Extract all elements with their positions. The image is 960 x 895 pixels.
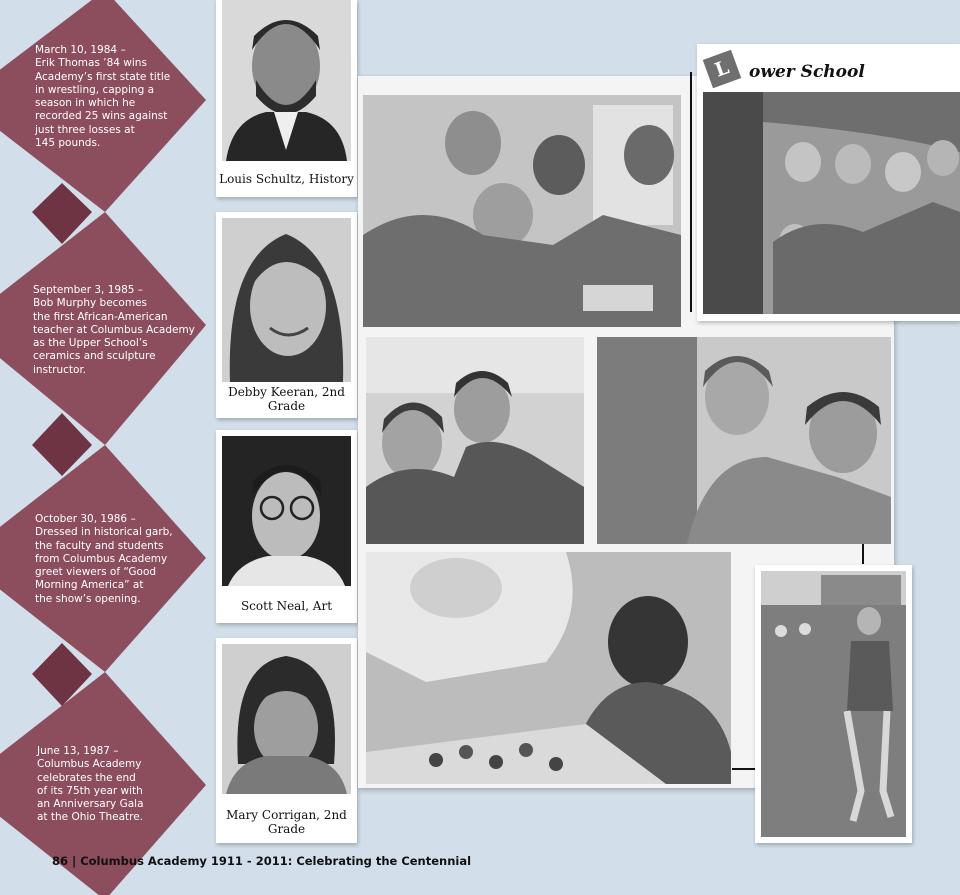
lower-school-badge: L	[703, 50, 741, 88]
two-boys-photo	[366, 337, 584, 544]
lower-school-photo	[703, 92, 960, 314]
timeline-date: March 10, 1984 –	[35, 44, 126, 56]
boys-activity-photo	[597, 337, 891, 544]
faculty-portrait-photo	[222, 218, 351, 382]
faculty-photo-card	[216, 212, 357, 418]
faculty-caption: Scott Neal, Art	[240, 599, 333, 613]
timeline-date: June 13, 1987 –	[37, 745, 119, 757]
timeline-text: Dressed in historical garb, the faculty and students from Columbus Academy greet viewers of “Good Morning America” at the show’s opening.	[35, 526, 173, 605]
faculty-caption: Mary Corrigan, 2nd Grade	[226, 808, 347, 836]
timeline-date: October 30, 1986 –	[35, 513, 136, 525]
timeline-entry-2	[33, 284, 213, 377]
timeline-text: Columbus Academy celebrates the end of its 75th year with an Anniversary Gala at the Ohio Theatre.	[37, 758, 144, 824]
faculty-photo-card	[216, 0, 357, 197]
faculty-caption: Louis Schultz, History	[219, 172, 354, 186]
running-boy-photo	[761, 571, 906, 837]
faculty-photo-card	[216, 430, 357, 623]
running-boy-card	[755, 565, 912, 843]
page-footer: 86 | Columbus Academy 1911 - 2011: Celebrating the Centennial	[52, 854, 472, 868]
faculty-photo-card	[216, 638, 357, 843]
faculty-portrait-photo	[222, 644, 351, 794]
faculty-portrait-photo	[222, 436, 351, 586]
timeline-entry-1	[35, 44, 215, 150]
collage-divider	[862, 544, 864, 564]
lower-school-title: ower School	[749, 62, 865, 82]
timeline-entry-4	[37, 745, 217, 825]
classroom-computer-photo	[363, 95, 681, 327]
faculty-caption: Debby Keeran, 2nd Grade	[228, 385, 345, 413]
faculty-portrait-photo	[222, 0, 351, 161]
art-table-photo	[366, 552, 731, 784]
timeline-text: Erik Thomas ’84 wins Academy’s first state title in wrestling, capping a season in which he recorded 25 wins against just three losses at 145 pounds.	[35, 57, 171, 150]
timeline-date: September 3, 1985 –	[33, 284, 144, 296]
timeline-entry-3	[35, 513, 215, 606]
lower-school-card	[697, 44, 960, 321]
collage-divider	[690, 72, 692, 312]
timeline-text: Bob Murphy becomes the first African-American teacher at Columbus Academy as the Upper School’s ceramics and sculpture instructor.	[33, 297, 195, 376]
